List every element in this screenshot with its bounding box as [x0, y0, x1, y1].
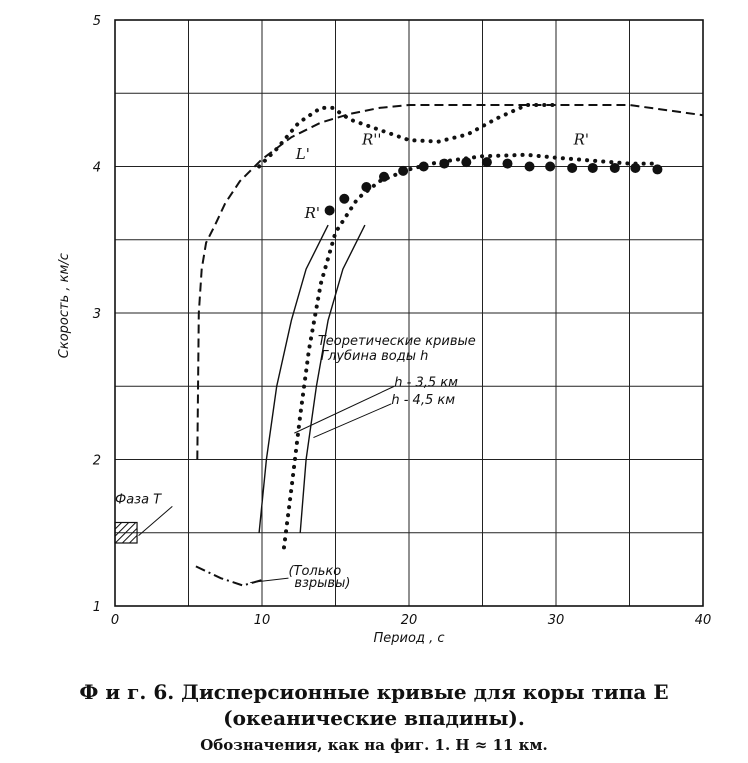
data-point — [545, 162, 555, 172]
data-point — [588, 163, 598, 173]
grid — [115, 20, 703, 606]
figure-caption-title: Ф и г. 6. Дисперсионные кривые для коры типа E — [79, 680, 669, 704]
data-point — [502, 159, 512, 169]
annotation-label: R' — [304, 203, 321, 222]
y-tick-label: 5 — [92, 14, 101, 29]
leader-line — [313, 404, 391, 438]
y-tick-label: 2 — [92, 453, 101, 469]
axis-ticks — [93, 14, 712, 628]
leader-line — [139, 506, 173, 535]
annotation-label: L' — [295, 145, 310, 164]
leader-line — [250, 578, 288, 582]
figure-caption-subtitle: (океанические впадины). — [223, 706, 525, 730]
y-axis-label: Скорость , км/с — [57, 253, 72, 359]
data-point — [419, 162, 429, 172]
annotation-label: R' — [573, 130, 590, 149]
data-point — [630, 163, 640, 173]
annotation-label: h - 4,5 км — [391, 392, 456, 408]
x-tick-label: 40 — [694, 613, 712, 628]
series-line-4 — [300, 225, 365, 533]
data-point — [461, 157, 471, 167]
data-point — [325, 205, 335, 215]
y-tick-label: 4 — [92, 160, 101, 176]
data-point — [339, 194, 349, 204]
annotation-label: Теоретические кривые — [317, 334, 476, 350]
annotation-label: R'' — [361, 130, 382, 149]
data-point — [525, 162, 535, 172]
y-tick-label: 3 — [92, 307, 101, 322]
y-tick-label: 1 — [92, 600, 101, 615]
x-tick-label: 10 — [253, 613, 271, 628]
annotation-label: Фаза T — [115, 492, 162, 508]
x-tick-label: 0 — [110, 613, 120, 628]
figure-caption-note: Обозначения, как на фиг. 1. H ≈ 11 км. — [200, 736, 548, 754]
annotation-label: взрывы) — [294, 575, 351, 591]
leader-line — [294, 386, 394, 433]
data-point — [398, 166, 408, 176]
data-point — [567, 163, 577, 173]
data-point — [439, 159, 449, 169]
x-tick-label: 30 — [547, 613, 565, 628]
data-point — [379, 172, 389, 182]
phase-t-box — [115, 522, 137, 543]
data-point — [610, 163, 620, 173]
x-tick-label: 20 — [400, 613, 418, 628]
data-point — [361, 182, 371, 192]
data-point — [652, 164, 662, 174]
annotations — [115, 131, 589, 591]
annotation-label: h - 3,5 км — [394, 375, 458, 391]
x-axis-label: Период , с — [373, 631, 445, 646]
data-point — [482, 157, 492, 167]
annotation-label: (Только — [288, 564, 342, 580]
annotation-label: Глубина воды h — [320, 348, 429, 364]
